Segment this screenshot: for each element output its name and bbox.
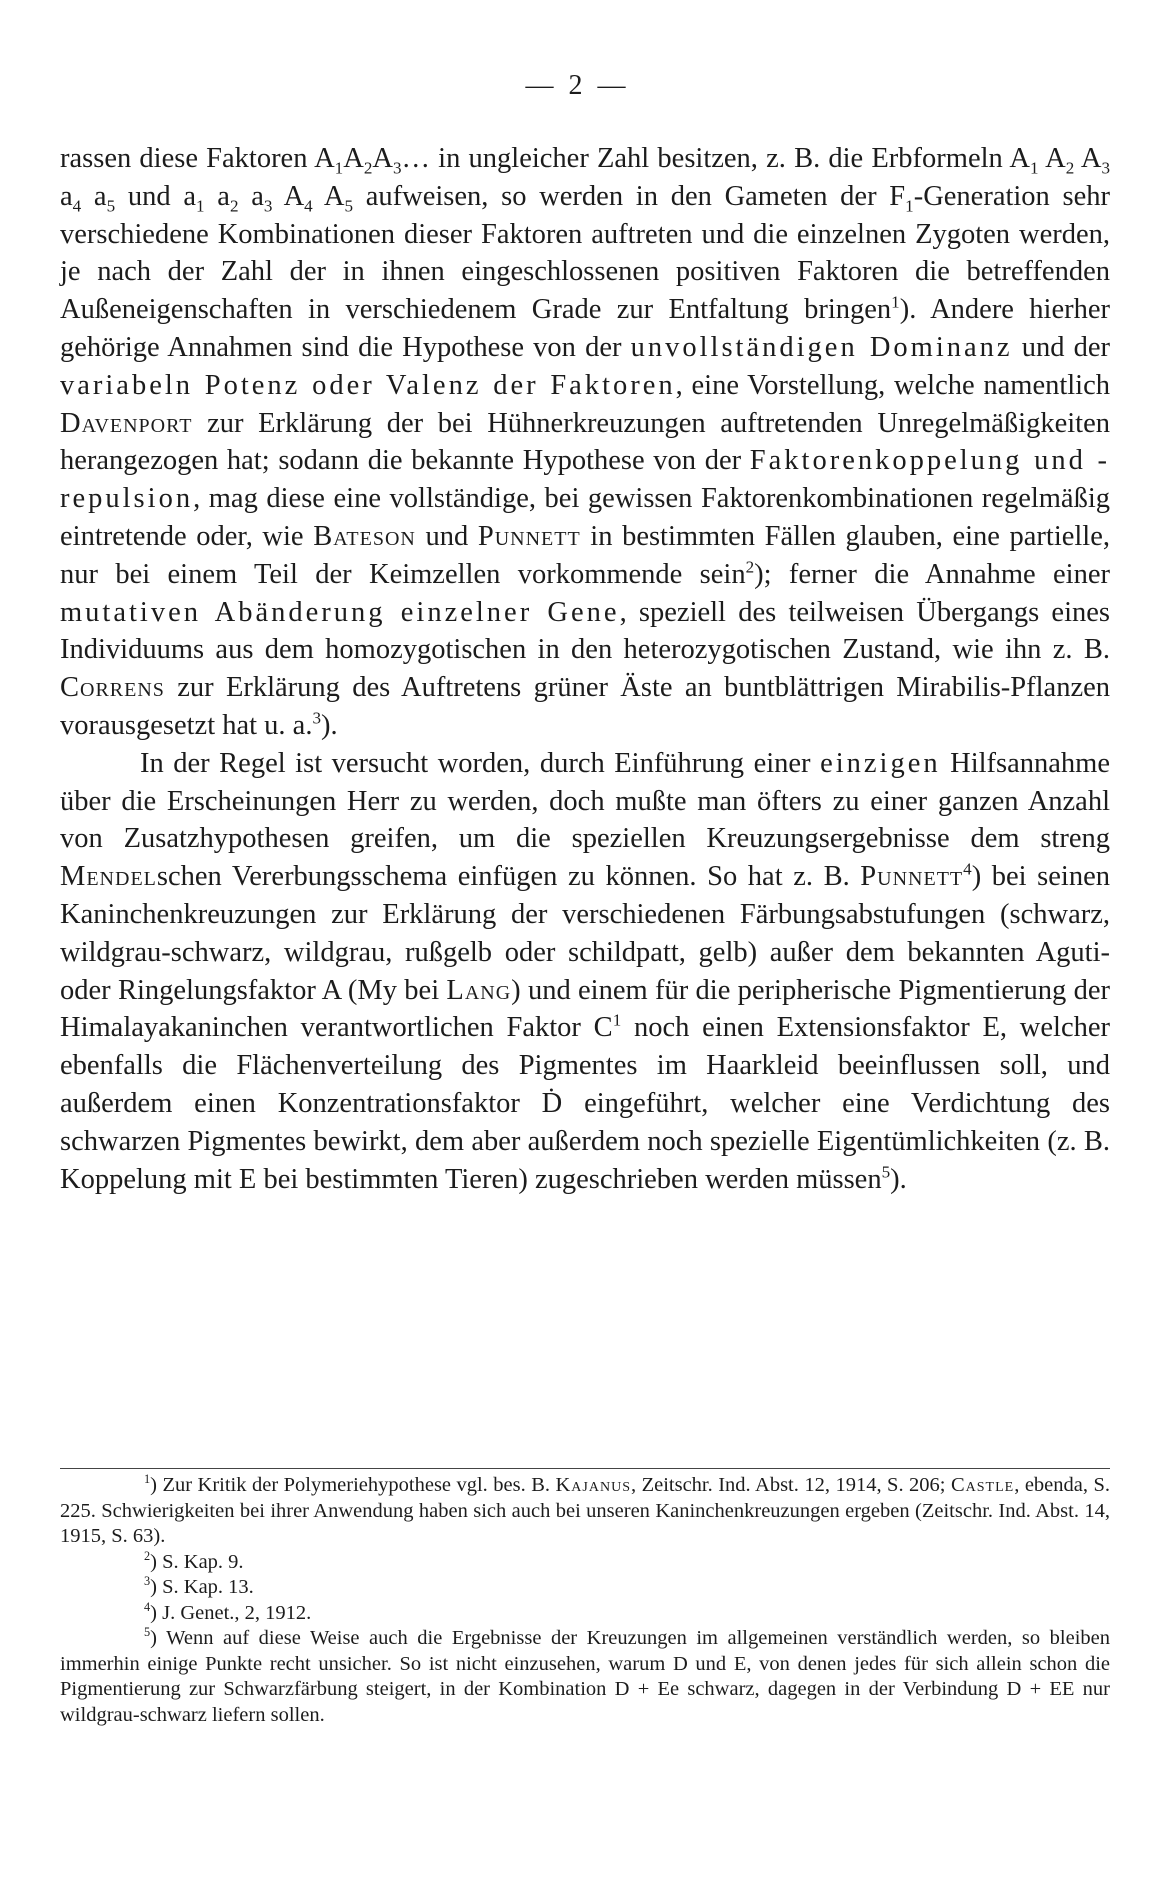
author-name: Mendel xyxy=(60,861,157,893)
paragraph-1 xyxy=(60,140,1110,745)
footnote-ref: 3 xyxy=(312,708,321,728)
author-name: Kajanus xyxy=(555,1474,631,1496)
subscript: 1 xyxy=(334,158,344,178)
text-run: ). xyxy=(890,1163,907,1195)
footnote-1 xyxy=(60,1473,1110,1550)
footnote-marker: 2 xyxy=(144,1548,151,1563)
footnote-marker: 4 xyxy=(144,1599,151,1614)
text-run: A xyxy=(272,180,305,212)
author-name: Correns xyxy=(60,672,165,704)
subscript: 5 xyxy=(106,196,116,216)
text-run: ); ferner die Annahme einer xyxy=(754,558,1110,590)
text-run: in bestimmten Fällen glauben, eine partielle, nur bei einem Teil der Keimzellen vorkommende sein xyxy=(60,520,1111,590)
subscript: 1 xyxy=(1029,158,1039,178)
text-run: , speziell des teilweisen Übergangs eines Individuums aus dem homozygotischen in den heterozygotischen Zustand, wie ihn z. B. xyxy=(60,596,1110,666)
footnote-ref: 5 xyxy=(881,1162,891,1182)
text-run: In der Regel ist versucht worden, durch Einführung einer xyxy=(140,747,821,779)
footnote-2 xyxy=(60,1550,1110,1576)
spaced-emphasis: einzigen xyxy=(820,747,941,779)
footnote-ref: 2 xyxy=(745,557,755,577)
text-run: , mag diese eine vollständige, bei gewissen Faktorenkombinationen regelmäßig eintretende oder, wie xyxy=(60,483,1110,552)
subscript: 2 xyxy=(1065,158,1075,178)
subscript: 2 xyxy=(229,196,239,216)
text-run: a xyxy=(238,180,264,212)
text-run: , eine Vorstellung, welche namentlich xyxy=(675,369,1110,401)
footnote-marker: 1 xyxy=(144,1472,151,1487)
footnote-text: ) Zur Kritik der Polymeriehypothese vgl. bes. B. xyxy=(150,1474,556,1496)
author-name: Lang xyxy=(446,974,512,1006)
subscript: 1 xyxy=(905,196,914,216)
text-run: und der xyxy=(1012,331,1111,363)
text-run: ) und einem für die peripherische Pigmentierung der Himalayakaninchen verantwortlichen Faktor C xyxy=(60,974,1110,1044)
footnote-text: ) S. Kap. 13. xyxy=(150,1576,254,1598)
text-run: noch einen Extensionsfaktor E, welcher ebenfalls die Flächenverteilung des Pigmentes im Haarkleid beeinflussen soll, und außerdem einen Konzentrationsfaktor Ḋ eingeführt, welcher eine Verdichtung des schwarzen Pigmentes bewirkt, dem aber außerdem noch spezielle Eigentümlichkeiten (z. B. Koppelung mit E bei bestimmten Tieren) zugeschrieben werden müssen xyxy=(60,1012,1111,1195)
footnote-marker: 5 xyxy=(144,1625,151,1640)
subscript: 1 xyxy=(196,196,205,216)
superscript: 1 xyxy=(612,1010,622,1030)
text-run: -Generation sehr verschiedene Kombinationen dieser Faktoren auftreten und die einzelnen Zygoten werden, je nach der Zahl der in ihnen eingeschlossenen positiven Faktoren die betreffenden Außeneigenschaften in verschiedenem Grade zur Entfaltung bringen xyxy=(60,180,1111,326)
subscript: 2 xyxy=(363,158,373,178)
spaced-emphasis: mutativen Abänderung einzelner Gene xyxy=(60,596,620,628)
text-run: aufweisen, so werden in den Gameten der F xyxy=(353,180,906,212)
main-text xyxy=(60,140,1110,1198)
subscript: 4 xyxy=(72,196,82,216)
text-run: und a xyxy=(115,180,196,212)
subscript: 4 xyxy=(304,196,313,216)
subscript: 3 xyxy=(263,196,273,216)
footnote-3 xyxy=(60,1575,1110,1601)
author-name: Castle xyxy=(950,1474,1015,1496)
footnote-text: , Zeitschr. Ind. Abst. 12, 1914, S. 206; xyxy=(630,1474,951,1496)
text-run: A xyxy=(312,180,345,212)
text-run: A xyxy=(1038,143,1066,174)
footnote-text: ) J. Genet., 2, 1912. xyxy=(150,1601,312,1624)
text-run: a xyxy=(60,180,73,212)
subscript: 3 xyxy=(1101,158,1111,178)
footnote-ref: 1 xyxy=(891,292,900,312)
author-name: Bateson xyxy=(313,520,416,552)
spaced-emphasis: Faktorenkoppelung und -repulsion xyxy=(60,445,1111,515)
paragraph-2 xyxy=(60,745,1110,1199)
text-run: rassen diese Faktoren A xyxy=(60,143,335,174)
text-run: zur Erklärung des Auftretens grüner Äste an buntblättrigen Mirabilis-Pflanzen vorausgesetzt hat u. a. xyxy=(60,672,1110,741)
author-name: Davenport xyxy=(60,407,193,439)
page-number: — 2 — xyxy=(525,70,630,101)
text-run: ). xyxy=(321,709,338,741)
text-run: und xyxy=(415,520,478,552)
footnotes xyxy=(60,1468,1110,1728)
subscript: 5 xyxy=(344,196,354,216)
author-name: Punnett xyxy=(860,861,964,893)
footnote-text: ) Wenn auf diese Weise auch die Ergebnisse der Kreuzungen im allgemeinen verständlich werden, so bleiben immerhin einige Punkte recht unsicher. So ist nicht einzusehen, warum D und E, von denen jedes für sich allein schon die Pigmentierung zur Schwarzfärbung steigert, in der Kombination D + Ee schwarz, dagegen in der Verbindung D + EE nur wildgrau-schwarz liefern sollen. xyxy=(60,1627,1110,1726)
footnote-text: , ebenda, S. 225. Schwierigkeiten bei ihrer Anwendung haben sich auch bei unseren Kaninchenkreuzungen ergeben (Zeitschr. Ind. Abst. 14, 1915, S. 63). xyxy=(60,1474,1110,1547)
footnote-ref: 4 xyxy=(963,859,972,879)
subscript: 3 xyxy=(392,158,402,178)
text-run: a xyxy=(81,180,107,212)
text-run: A xyxy=(1074,143,1102,174)
text-run: Hilfsannahme über die Erscheinungen Herr zu werden, doch mußte man öfters zu einer ganzen Anzahl von Zusatzhypothesen greifen, um die speziellen Kreuzungsergebnisse dem streng xyxy=(60,747,1110,855)
footnote-5 xyxy=(60,1626,1110,1728)
text-run: ) bei seinen Kaninchenkreuzungen zur Erklärung der verschiedenen Färbungsabstufungen (schwarz, wildgrau-schwarz, wildgrau, rußgelb oder schildpatt, gelb) außer dem bekannten Aguti- oder Ringelungsfaktor A (My bei xyxy=(60,861,1110,1006)
text-run: ). Andere hierher gehörige Annahmen sind die Hypothese von der xyxy=(60,294,1110,363)
spaced-emphasis: unvollständigen Dominanz xyxy=(630,331,1013,363)
author-name: Punnett xyxy=(477,520,581,552)
text-run: a xyxy=(204,180,230,212)
text-run: … in ungleicher Zahl besitzen, z. B. die Erbformeln A xyxy=(401,143,1030,174)
text-run: schen Vererbungsschema einfügen zu können. So hat z. B. xyxy=(156,861,861,893)
footnote-text: ) S. Kap. 9. xyxy=(150,1550,244,1573)
text-run: zur Erklärung der bei Hühnerkreuzungen auftretenden Unregelmäßigkeiten herangezogen hat; sodann die bekannte Hypothese von der xyxy=(60,407,1110,477)
footnote-4 xyxy=(60,1601,1110,1627)
text-run: A xyxy=(343,143,364,174)
spaced-emphasis: variabeln Potenz oder Valenz der Faktoren xyxy=(60,369,676,401)
text-run: A xyxy=(372,143,393,174)
footnote-marker: 3 xyxy=(144,1574,151,1589)
